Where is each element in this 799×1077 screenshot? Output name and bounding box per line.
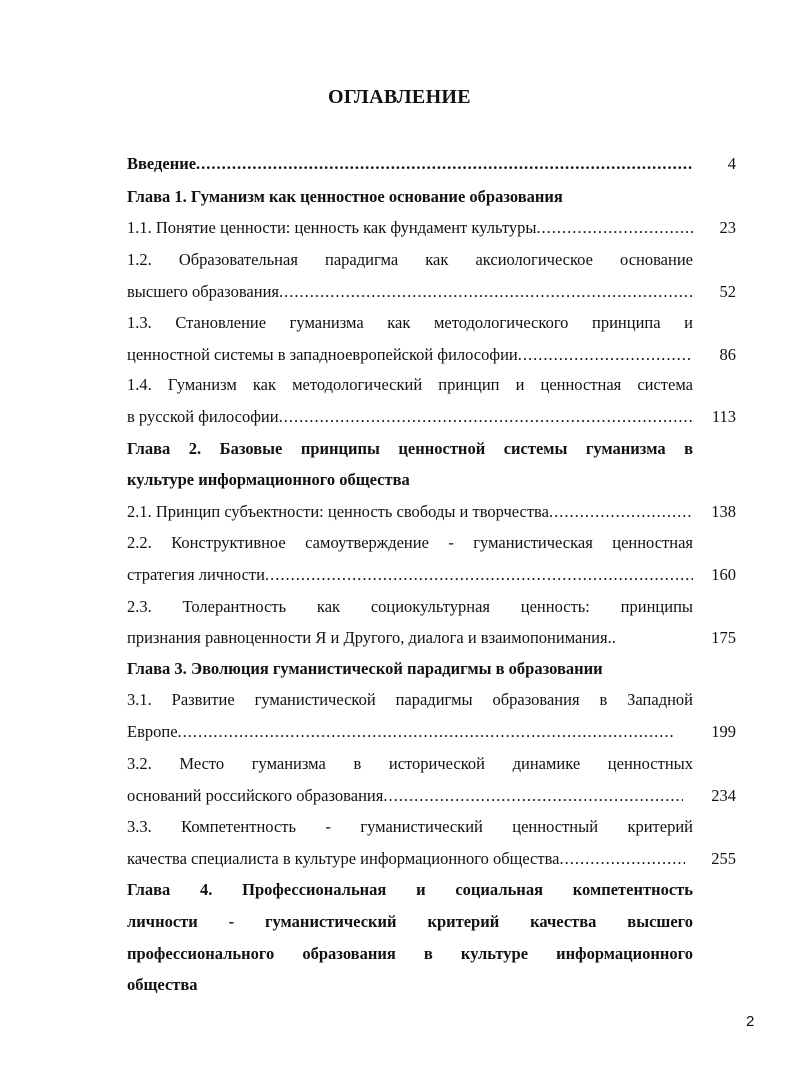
- toc-entry-1-4-line2: [127, 407, 693, 427]
- toc-entry-text: качества специалиста в культуре информационного общества: [127, 849, 560, 868]
- toc-entry-2-2-line2: [127, 565, 693, 585]
- toc-entry-3-1-line1: 3.1. Развитие гуманистической парадигмы образования в Западной: [127, 690, 693, 709]
- toc-page-number: 255: [711, 849, 736, 868]
- toc-entry-1-4-line1: 1.4. Гуманизм как методологический принцип и ценностная система: [127, 375, 693, 394]
- toc-chapter-2-line1: Глава 2. Базовые принципы ценностной системы гуманизма в: [127, 439, 693, 458]
- toc-entry-text: высшего образования: [127, 282, 279, 301]
- toc-entry-1-3-line2: [127, 345, 693, 365]
- toc-entry-2-2-line1: 2.2. Конструктивное самоутверждение - гуманистическая ценностная: [127, 533, 693, 552]
- page-title: ОГЛАВЛЕНИЕ: [328, 86, 471, 108]
- toc-entry-3-1-line2: [127, 722, 675, 742]
- toc-entry-intro: [127, 154, 693, 174]
- toc-entry-2-3-line1: 2.3. Толерантность как социокультурная ценность: принципы: [127, 597, 693, 616]
- toc-chapter-3: Глава 3. Эволюция гуманистической парадигмы в образовании: [127, 659, 603, 678]
- toc-chapter-1: Глава 1. Гуманизм как ценностное основание образования: [127, 187, 563, 206]
- toc-entry-1-1: [127, 218, 693, 238]
- toc-entry-1-3-line1: 1.3. Становление гуманизма как методологического принципа и: [127, 313, 693, 332]
- toc-entry-text: Европе: [127, 722, 178, 741]
- toc-page-number: 138: [711, 502, 736, 521]
- toc-entry-2-1: [127, 502, 693, 522]
- toc-entry-text: ценностной системы в западноевропейской философии: [127, 345, 518, 364]
- toc-entry-text: стратегия личности: [127, 565, 265, 584]
- toc-entry-2-3-line2: признания равноценности Я и Другого, диалога и взаимопонимания..: [127, 628, 616, 647]
- toc-page-number: 160: [711, 565, 736, 584]
- page-number: 2: [746, 1013, 755, 1030]
- toc-page-number: 113: [711, 407, 736, 426]
- toc-chapter-4-line3: профессионального образования в культуре информационного: [127, 944, 693, 963]
- toc-page-number: 86: [719, 345, 736, 364]
- toc-entry-text: в русской философии: [127, 407, 279, 426]
- toc-page-number: 23: [719, 218, 736, 237]
- toc-page-number: 199: [711, 722, 736, 741]
- toc-entry-text: 1.1. Понятие ценности: ценность как фундамент культуры: [127, 218, 537, 237]
- toc-entry-3-2-line1: 3.2. Место гуманизма в исторической динамике ценностных: [127, 754, 693, 773]
- toc-chapter-4-line2: личности - гуманистический критерий качества высшего: [127, 912, 693, 931]
- toc-entry-3-2-line2: [127, 786, 683, 806]
- toc-entry-text: оснований российского образования: [127, 786, 384, 805]
- toc-chapter-4-line4: общества: [127, 975, 198, 994]
- toc-entry-text: 2.1. Принцип субъектности: ценность свободы и творчества: [127, 502, 549, 521]
- toc-chapter-2-line2: культуре информационного общества: [127, 470, 410, 489]
- toc-chapter-4-line1: Глава 4. Профессиональная и социальная компетентность: [127, 880, 693, 899]
- toc-page-number: 234: [711, 786, 736, 805]
- toc-entry-3-3-line2: [127, 849, 685, 869]
- toc-entry-text: Введение: [127, 154, 197, 173]
- toc-entry-3-3-line1: 3.3. Компетентность - гуманистический ценностный критерий: [127, 817, 693, 836]
- toc-entry-1-2-line1: 1.2. Образовательная парадигма как аксиологическое основание: [127, 250, 693, 269]
- toc-page-number: 52: [719, 282, 736, 301]
- toc-page-number: 175: [711, 628, 736, 647]
- toc-entry-1-2-line2: [127, 282, 693, 302]
- toc-page-number: 4: [727, 154, 736, 173]
